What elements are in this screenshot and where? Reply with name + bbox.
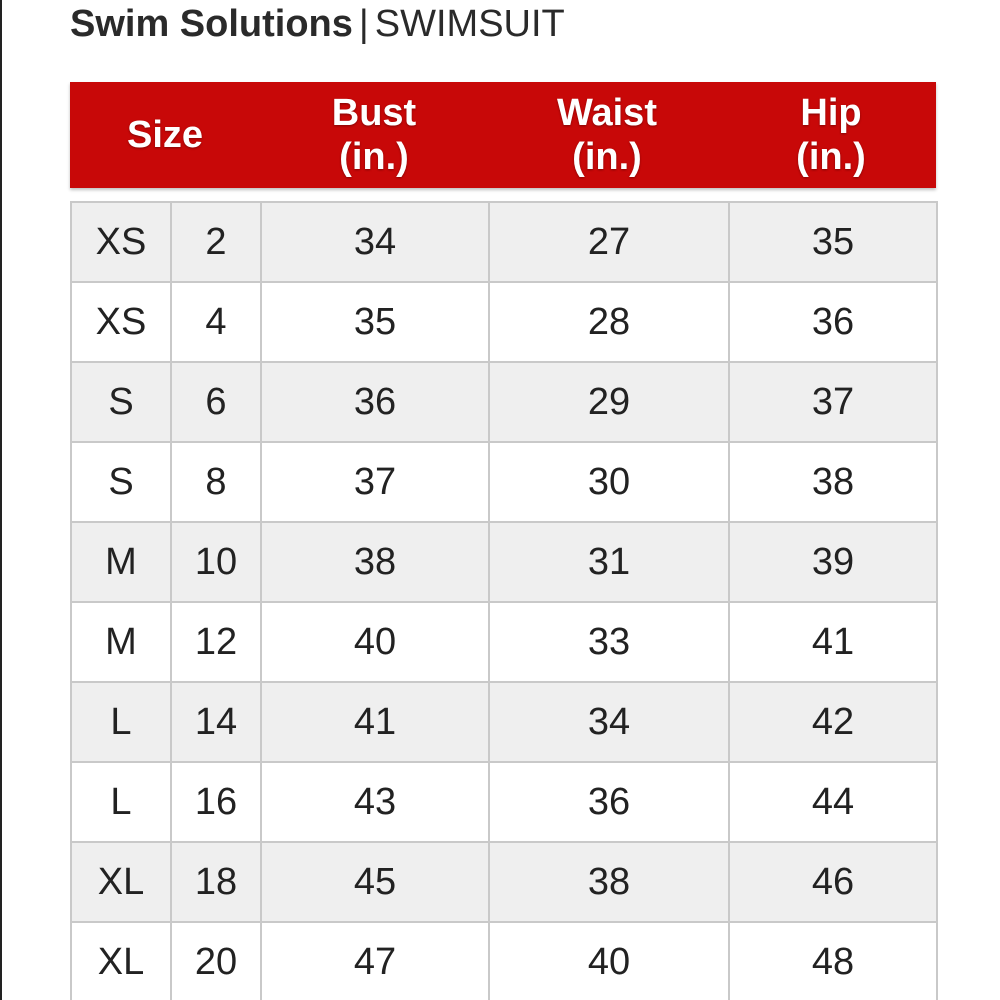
table-row: [71, 362, 937, 442]
size-letter-cell: S: [71, 442, 171, 522]
table-row: [71, 522, 937, 602]
table-row: [71, 842, 937, 922]
hip-cell: 35: [729, 202, 937, 282]
size-letter-cell: L: [71, 762, 171, 842]
waist-cell: 30: [489, 442, 729, 522]
size-number-cell: 18: [171, 842, 261, 922]
header-hip: [726, 82, 936, 188]
waist-cell: 40: [489, 922, 729, 1000]
waist-cell: 36: [489, 762, 729, 842]
header-size: [70, 82, 260, 188]
header-size-label: Size: [126, 114, 204, 156]
brand-name: Swim Solutions: [70, 3, 353, 45]
size-letter-cell: XS: [71, 202, 171, 282]
hip-cell: 36: [729, 282, 937, 362]
size-letter-cell: M: [71, 522, 171, 602]
bust-cell: 45: [261, 842, 489, 922]
size-chart-table: [70, 201, 938, 1000]
size-letter-cell: S: [71, 362, 171, 442]
bust-cell: 41: [261, 682, 489, 762]
header-waist-label: Waist: [557, 92, 657, 134]
hip-cell: 48: [729, 922, 937, 1000]
size-number-cell: 4: [171, 282, 261, 362]
hip-cell: 42: [729, 682, 937, 762]
size-letter-cell: M: [71, 602, 171, 682]
size-number-cell: 10: [171, 522, 261, 602]
table-row: [71, 682, 937, 762]
size-number-cell: 20: [171, 922, 261, 1000]
bust-cell: 38: [261, 522, 489, 602]
waist-cell: 33: [489, 602, 729, 682]
bust-cell: 37: [261, 442, 489, 522]
hip-cell: 38: [729, 442, 937, 522]
header-hip-unit: (in.): [796, 136, 866, 178]
bust-cell: 34: [261, 202, 489, 282]
hip-cell: 41: [729, 602, 937, 682]
waist-cell: 38: [489, 842, 729, 922]
header-bust-unit: (in.): [339, 136, 409, 178]
table-row: [71, 202, 937, 282]
size-number-cell: 12: [171, 602, 261, 682]
hip-cell: 37: [729, 362, 937, 442]
header-bust: [260, 82, 488, 188]
waist-cell: 34: [489, 682, 729, 762]
hip-cell: 39: [729, 522, 937, 602]
header-bust-label: Bust: [331, 92, 417, 134]
size-number-cell: 6: [171, 362, 261, 442]
size-number-cell: 14: [171, 682, 261, 762]
page-title: [70, 2, 565, 46]
size-number-cell: 16: [171, 762, 261, 842]
waist-cell: 31: [489, 522, 729, 602]
waist-cell: 28: [489, 282, 729, 362]
size-number-cell: 8: [171, 442, 261, 522]
table-row: [71, 602, 937, 682]
bust-cell: 35: [261, 282, 489, 362]
bust-cell: 43: [261, 762, 489, 842]
waist-cell: 27: [489, 202, 729, 282]
size-letter-cell: XS: [71, 282, 171, 362]
bust-cell: 40: [261, 602, 489, 682]
waist-cell: 29: [489, 362, 729, 442]
size-letter-cell: XL: [71, 922, 171, 1000]
product-type: SWIMSUIT: [374, 3, 565, 45]
title-separator: |: [358, 3, 369, 45]
size-letter-cell: L: [71, 682, 171, 762]
table-row: [71, 762, 937, 842]
bust-cell: 47: [261, 922, 489, 1000]
table-row: [71, 282, 937, 362]
size-letter-cell: XL: [71, 842, 171, 922]
header-hip-label: Hip: [800, 92, 862, 134]
hip-cell: 46: [729, 842, 937, 922]
size-number-cell: 2: [171, 202, 261, 282]
hip-cell: 44: [729, 762, 937, 842]
bust-cell: 36: [261, 362, 489, 442]
size-chart-header: [70, 82, 936, 188]
table-row: [71, 442, 937, 522]
header-waist-unit: (in.): [572, 136, 642, 178]
header-waist: [488, 82, 726, 188]
table-row: [71, 922, 937, 1000]
